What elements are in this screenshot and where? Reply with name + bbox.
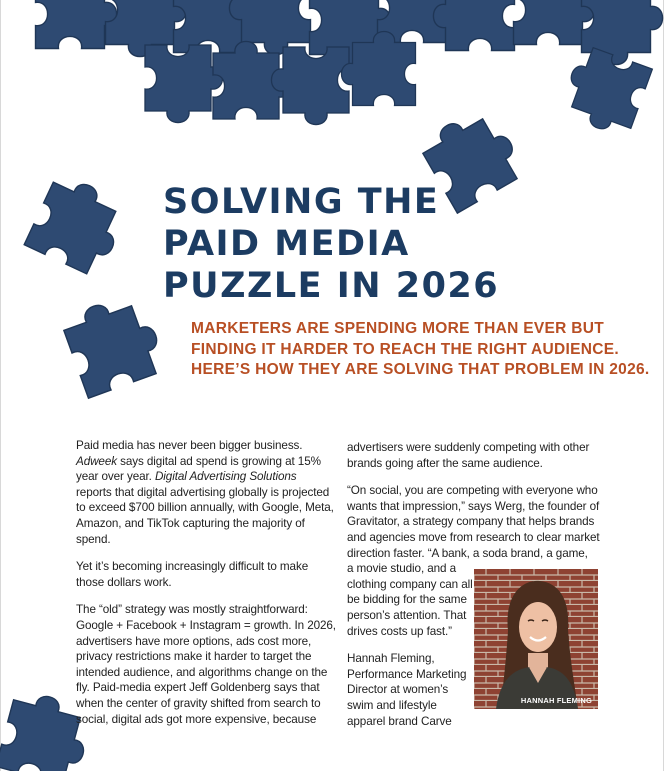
portrait-illustration: [474, 569, 598, 709]
text-line: to exceed $700 billion annually, with Google, Meta,: [76, 501, 334, 515]
puzzle-piece: [341, 31, 415, 105]
text-line: apparel brand Carve: [347, 714, 452, 728]
puzzle-piece: [145, 45, 223, 123]
text-line: fly. Paid-media expert Jeff Goldenberg says that: [76, 681, 320, 695]
text-line: advertisers have more options, ads cost more,: [76, 634, 312, 648]
text-line: swim and lifestyle: [347, 698, 437, 712]
headline-line: PUZZLE IN 2026: [163, 266, 500, 306]
publication-name: Digital Advertising Solutions: [154, 470, 297, 484]
puzzle-piece: [36, 0, 117, 48]
text-line: “On social, you are competing with everyone who: [347, 484, 598, 498]
photo-caption: HANNAH FLEMING: [520, 696, 592, 705]
subhead-line: MARKETERS ARE SPENDING MORE THAN EVER BUT: [191, 320, 605, 337]
text-line: direction faster. “A bank, a soda brand, a game,: [347, 546, 588, 560]
text-fragment: says digital ad spend is growing at 15%: [116, 454, 321, 468]
text-line: a movie studio, and a: [347, 562, 456, 576]
headline-line: PAID MEDIA: [163, 224, 410, 264]
text-fragment: year over year.: [76, 470, 152, 484]
text-line: when the center of gravity shifted from search to: [76, 696, 321, 710]
text-line: Hannah Fleming,: [347, 652, 435, 666]
text-line: intended audience, and algorithms change on the: [76, 665, 328, 679]
headline-line: SOLVING THE: [163, 182, 440, 222]
text-line: privacy restrictions make it harder to target the: [76, 650, 312, 664]
text-line: [76, 469, 326, 485]
text-line: brands going after the same audience.: [347, 456, 543, 470]
text-line: wants that impression,” says Werg, the founder of: [347, 499, 600, 513]
subhead-line: FINDING IT HARDER TO REACH THE RIGHT AUDIENCE.: [191, 340, 620, 358]
text-line: person’s attention. That: [347, 608, 467, 622]
text-line: those dollars work.: [76, 575, 172, 589]
body-column-left: [76, 438, 336, 739]
article-headline: [163, 181, 499, 307]
text-line: Paid media has never been bigger business.: [76, 439, 303, 452]
text-line: clothing company can all: [347, 577, 473, 591]
subhead-line: HERE’S HOW THEY ARE SOLVING THAT PROBLEM IN 2026.: [191, 361, 650, 378]
text-line: Yet it’s becoming increasingly difficult to make: [76, 560, 309, 574]
body-paragraph: [76, 559, 326, 590]
text-line: social, digital ads got more expensive, because: [76, 712, 317, 726]
text-line: spend.: [76, 532, 111, 546]
text-line: Director at women’s: [347, 683, 449, 697]
text-line: Gravitator, a strategy company that helps brands: [347, 515, 595, 529]
body-paragraph: [347, 440, 607, 471]
puzzle-piece: [60, 290, 168, 398]
puzzle-piece: [271, 47, 349, 125]
text-line: and agencies move from research to clear market: [347, 530, 600, 544]
text-line: Performance Marketing: [347, 667, 467, 681]
text-line: reports that digital advertising globally is projected: [76, 485, 330, 499]
portrait-photo: [474, 569, 598, 709]
text-line: [76, 454, 326, 470]
text-line: Amazon, and TikTok capturing the majority of: [76, 516, 305, 530]
puzzle-piece: [557, 44, 652, 139]
puzzle-piece: [24, 171, 132, 279]
text-line: be bidding for the same: [347, 593, 467, 607]
publication-name: Adweek: [76, 454, 117, 468]
body-paragraph: [76, 602, 336, 727]
article-subheadline: [191, 319, 650, 381]
text-line: Google + Facebook + Instagram = growth. In 2026,: [76, 618, 336, 632]
text-line: The “old” strategy was mostly straightforward:: [76, 603, 308, 617]
text-line: drives costs up fast.”: [347, 624, 452, 638]
text-line: advertisers were suddenly competing with other: [347, 441, 590, 454]
body-paragraph: [76, 438, 334, 547]
puzzle-piece: [433, 0, 514, 50]
